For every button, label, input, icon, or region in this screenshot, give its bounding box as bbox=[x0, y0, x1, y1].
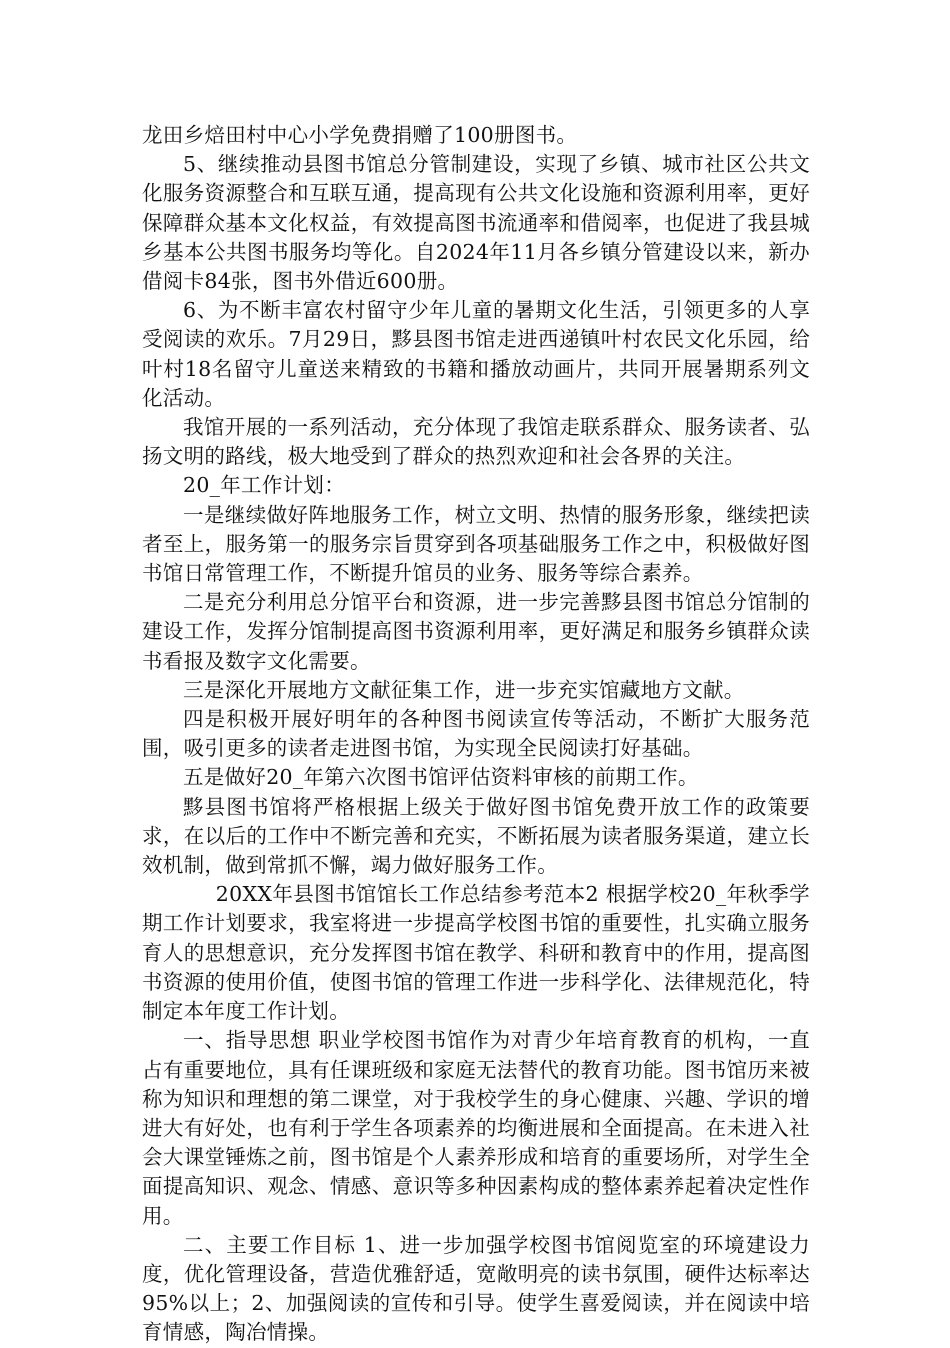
paragraph-plan-heading: 20_年工作计划： bbox=[183, 473, 346, 498]
paragraph-donation-continued: 龙田乡焙田村中心小学免费捐赠了100册图书。 bbox=[142, 123, 578, 147]
paragraph-guiding-ideology: 一、指导思想 职业学校图书馆作为对青少年培育教育的机构，一直占有重要地位，具有任课班级和家庭无法替代的教育功能。图书馆历来被称为知识和理想的第二课堂，对于我校学生的身心健康、兴趣、学识的增进大有好处，也有利于学生各项素养的均衡进展和全面提高。在未进入社会大课堂锤炼之前，图书馆是个人素养形成和培育的重要场所，对学生全面提高知识、观念、情感、意识等多种因素构成的整体素养起着决定性作用。 bbox=[142, 1028, 810, 1228]
paragraph-plan-2: 二是充分利用总分馆平台和资源，进一步完善黟县图书馆总分馆制的建设工作，发挥分馆制提高图书资源利用率，更好满足和服务乡镇群众读书看报及数字文化需要。 bbox=[142, 590, 810, 673]
document-body bbox=[142, 121, 810, 1348]
paragraph-commitment: 黟县图书馆将严格根据上级关于做好图书馆免费开放工作的政策要求，在以后的工作中不断完善和充实，不断拓展为读者服务渠道，建立长效机制，做到常抓不懈，竭力做好服务工作。 bbox=[142, 794, 810, 878]
paragraph-plan-4: 四是积极开展好明年的各种图书阅读宣传等活动，不断扩大服务范围，吸引更多的读者走进图书馆，为实现全民阅读打好基础。 bbox=[142, 707, 810, 761]
paragraph-item-6: 6、为不断丰富农村留守少年儿童的暑期文化生活，引领更多的人享受阅读的欢乐。7月29日，黟县图书馆走进西递镇叶村农民文化乐园，给叶村18名留守儿童送来精致的书籍和播放动画片，共同开展暑期系列文化活动。 bbox=[142, 298, 810, 410]
paragraph-plan-5: 五是做好20_年第六次图书馆评估资料审核的前期工作。 bbox=[183, 765, 699, 790]
paragraph-main-goals: 二、主要工作目标 1、进一步加强学校图书馆阅览室的环境建设力度，优化管理设备，营造优雅舒适，宽敞明亮的读书氛围，硬件达标率达95%以上；2、加强阅读的宣传和引导。使学生喜爱阅读，并在阅读中培育情感，陶冶情操。 bbox=[142, 1232, 810, 1345]
paragraph-plan-3: 三是深化开展地方文献征集工作，进一步充实馆藏地方文献。 bbox=[183, 677, 745, 702]
paragraph-item-5: 5、继续推动县图书馆总分管制建设，实现了乡镇、城市社区公共文化服务资源整合和互联互通，提高现有公共文化设施和资源利用率，更好保障群众基本文化权益，有效提高图书流通率和借阅率，也促进了我县城乡基本公共图书服务均等化。自2024年11月各乡镇分管建设以来，新办借阅卡84张，图书外借近600册。 bbox=[142, 152, 810, 294]
paragraph-sample-2-intro: 20XX年县图书馆馆长工作总结参考范本2 根据学校20_年秋季学期工作计划要求，我室将进一步提高学校图书馆的重要性，扎实确立服务育人的思想意识，充分发挥图书馆在教学、科研和教育中的作用，提高图书资源的使用价值，使图书馆的管理工作进一步科学化、法律规范化，特制定本年度工作计划。 bbox=[142, 882, 810, 1024]
paragraph-summary: 我馆开展的一系列活动，充分体现了我馆走联系群众、服务读者、弘扬文明的路线，极大地受到了群众的热烈欢迎和社会各界的关注。 bbox=[142, 415, 810, 469]
paragraph-plan-1: 一是继续做好阵地服务工作，树立文明、热情的服务形象，继续把读者至上，服务第一的服务宗旨贯穿到各项基础服务工作之中，积极做好图书馆日常管理工作，不断提升馆员的业务、服务等综合素养。 bbox=[142, 502, 810, 586]
